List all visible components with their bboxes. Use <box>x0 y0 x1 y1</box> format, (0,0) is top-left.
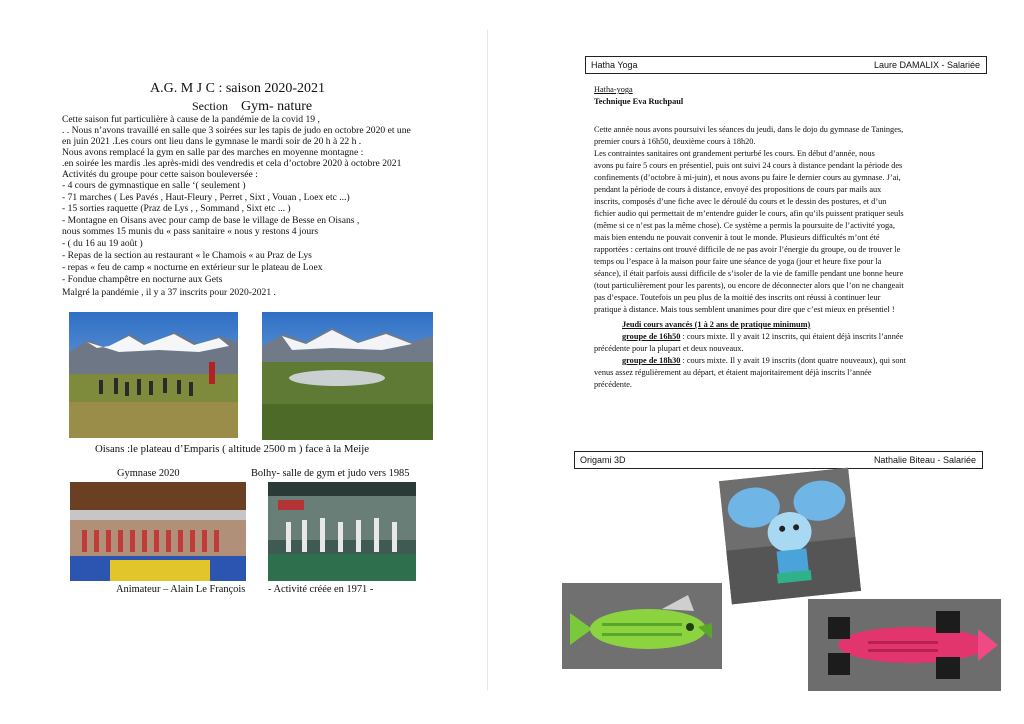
photo-origami-green-fish <box>562 583 722 669</box>
report-line: - Fondue champêtre en nocturne aux Gets <box>62 274 223 285</box>
photo-mountain-group <box>69 312 238 438</box>
text-line: fichier audio qui permettait de m’entendre guider le cours, afin qu’ils puissent pratiquer seuls <box>594 209 904 218</box>
hatha-header-title: Hatha Yoga <box>591 60 638 70</box>
text-line: mais bien entendu ne pouvait convenir à tout le monde. Plusieurs difficultés m’ont été <box>594 233 880 242</box>
photo-bolhy-1985 <box>268 482 416 581</box>
origami-header-title: Origami 3D <box>580 455 626 465</box>
photo-plateau-emparis <box>262 312 433 440</box>
text-line: premier cours à 16h50, deuxième cours à 18h20. <box>594 137 756 146</box>
report-line: Nous avons remplacé la gym en salle par des marches en moyenne montagne : <box>62 147 364 158</box>
text-line: Cette année nous avons poursuivi les séances du jeudi, dans le dojo du gymnase de Taninges, <box>594 125 904 134</box>
report-line: - 71 marches ( Les Pavés , Haut-Fleury , Perret , Sixt , Vouan , Loex etc ...) <box>62 192 350 203</box>
report-line: - Montagne en Oisans avec pour camp de base le village de Besse en Oisans , <box>62 215 360 226</box>
report-line: nous sommes 15 munis du « pass sanitaire « nous y restons 4 jours <box>62 226 319 237</box>
text-line: Les contraintes sanitaires ont grandement perturbé les cours. En début d’année, nous <box>594 149 875 158</box>
group-1830-line <box>622 355 906 367</box>
section-name: Gym- nature <box>241 99 313 114</box>
hatha-subtitle: Hatha-yoga <box>594 85 633 94</box>
text-line: (même si ce n’est pas la même chose). Ce système a permis la poursuite de l’activité yoga, <box>594 221 895 230</box>
group-1650-label: groupe de 16h50 <box>622 332 681 341</box>
text-line: précédente. <box>594 380 633 389</box>
caption-animateur: Animateur – Alain Le François <box>116 584 246 595</box>
origami-header <box>574 451 983 469</box>
report-line: - 4 cours de gymnastique en salle ‘( seulement ) <box>62 180 246 191</box>
group-1650-line <box>622 331 903 343</box>
group-1830-label: groupe de 18h30 <box>622 356 681 365</box>
photo-gymnase-2020 <box>70 482 246 581</box>
caption-bolhy: Bolhy- salle de gym et judo vers 1985 <box>251 468 410 479</box>
page-title: A.G. M J C : saison 2020-2021 <box>150 81 326 96</box>
report-line: . . Nous n’avons travaillé en salle que 3 soirées sur les tapis de judo en octobre 2020 et une <box>62 125 411 136</box>
report-line: .en soirée les mardis .les après-midi des vendredis et cela d’octobre 2020 à octobre 2021 <box>62 158 402 169</box>
text-line: confinements (d’octobre à mi-juin), et nous avons pu faire le dernier cours au gymnase. J’ai, <box>594 173 901 182</box>
text-line: rapportées : certains ont trouvé difficile de ne pas avoir l’énergie du groupe, ou de trouver le <box>594 245 901 254</box>
report-line: en juin 2021 .Les cours ont lieu dans le gymnase le mardi soir de 20 h à 22 h . <box>62 136 362 147</box>
page-divider <box>487 30 488 690</box>
caption-oisans: Oisans :le plateau d’Emparis ( altitude 2500 m ) face à la Meije <box>95 443 370 455</box>
hatha-technique: Technique Eva Ruchpaul <box>594 97 684 106</box>
caption-gymnase: Gymnase 2020 <box>117 468 180 479</box>
text-line: pratique à distance. Mais tous semblent unanimes pour dire que c’est mieux en présentiel ! <box>594 305 895 314</box>
group-1650-text: : cours mixte. Il y avait 12 inscrits, qui étaient déjà inscrits l’année <box>680 332 904 341</box>
text-line: pendant la période de cours à distance, envoyé des propositions de cours par mails aux <box>594 185 882 194</box>
report-line: - repas « feu de camp « nocturne en extérieur sur le plateau de Loex <box>62 262 323 273</box>
group-1830-text: : cours mixte. Il y avait 19 inscrits (dont quatre nouveaux), qui sont <box>680 356 906 365</box>
section-label: Section <box>192 99 228 113</box>
section-heading <box>192 99 312 115</box>
text-line: venus assez régulièrement au départ, et étaient majoritairement déjà inscrits l’année <box>594 368 872 377</box>
report-line: Cette saison fut particulière à cause de la pandémie de la covid 19 , <box>62 114 320 125</box>
photo-origami-pink-car <box>808 599 1001 691</box>
text-line: séance), il était parfois aussi difficile de s’isoler de la vie de famille pendant une bonne heure <box>594 269 904 278</box>
hatha-header-author: Laure DAMALIX - Salariée <box>873 60 980 70</box>
report-line: Malgré la pandémie , il y a 37 inscrits pour 2020-2021 . <box>62 287 276 298</box>
text-line: précédente pour la plupart et deux nouveaux. <box>594 344 744 353</box>
text-line: (tout particulièrement pour les parents), ou encore de déconnecter alors que l’on ne changeait <box>594 281 904 290</box>
report-line: - ( du 16 au 19 août ) <box>62 238 143 249</box>
hatha-header <box>585 56 987 74</box>
origami-header-author: Nathalie Biteau - Salariée <box>873 455 976 465</box>
text-line: avons pu faire 5 cours en présentiel, puis ont suivi 24 cours à distance pendant la période des <box>594 161 903 170</box>
text-line: temps ou l’espace à la maison pour faire une séance de yoga (jour et heure fixe pour la <box>594 257 882 266</box>
caption-activite: - Activité créée en 1971 - <box>268 584 374 595</box>
hatha-jeudi-heading: Jeudi cours avancés (1 à 2 ans de pratique minimum) <box>622 320 811 329</box>
photo-origami-blue-creature <box>719 468 861 605</box>
report-line: - 15 sorties raquette (Praz de Lys , , Sommand , Sixt etc ... ) <box>62 203 291 214</box>
text-line: inscrits, composés d’une fiche avec le déroulé du cours et le dessin des postures, et d’un <box>594 197 887 206</box>
report-line: - Repas de la section au restaurant « le Chamois « au Praz de Lys <box>62 250 312 261</box>
text-line: pas d’espace. Toutefois un peu plus de la moitié des inscrits ont réussi à continuer leur <box>594 293 881 302</box>
report-line: Activités du groupe pour cette saison bouleversée : <box>62 169 258 180</box>
